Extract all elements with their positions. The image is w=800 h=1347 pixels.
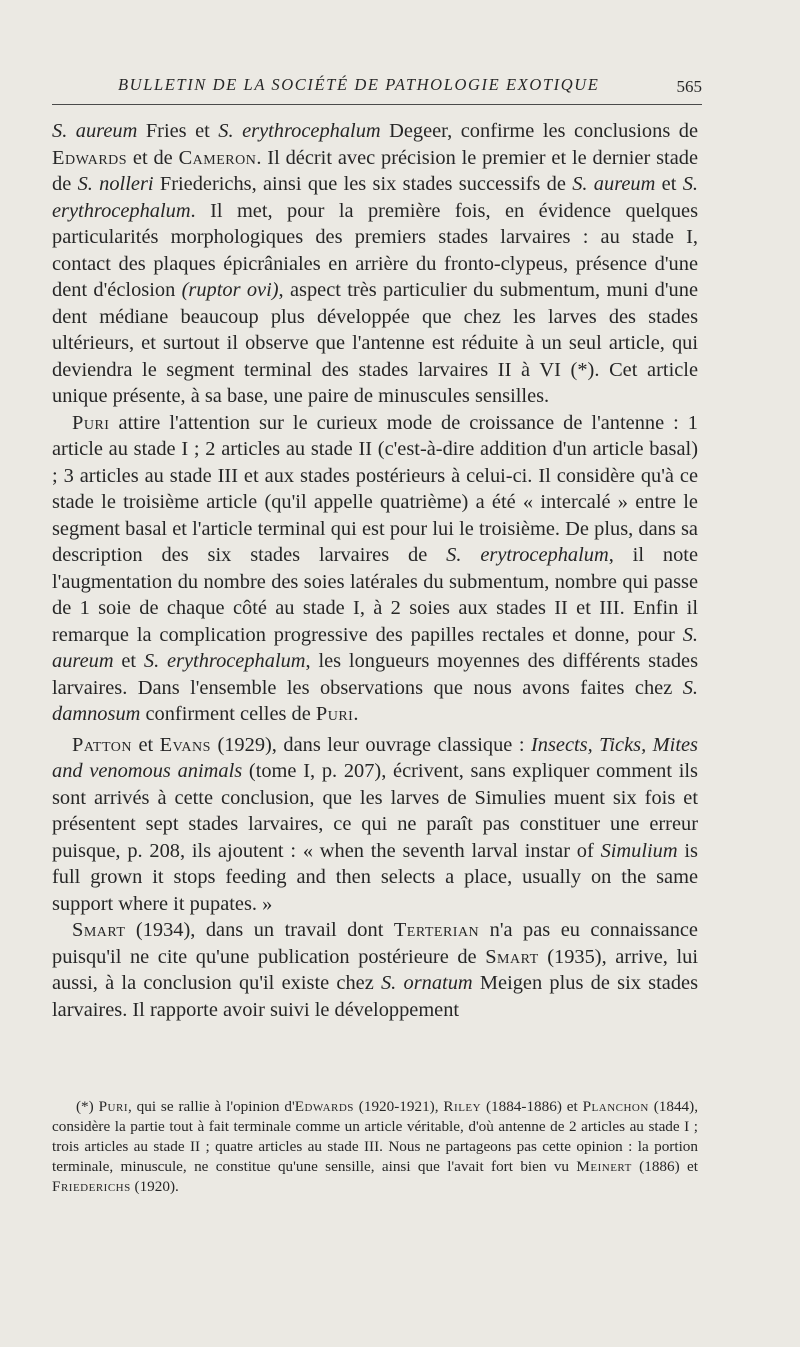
author-name: Riley <box>443 1098 482 1115</box>
book-title: Insects, Ticks, Mites and venomous animals <box>52 733 698 782</box>
species-name: S. erythrocephalum <box>143 650 306 672</box>
author-name: Edwards <box>294 1098 354 1115</box>
author-name: Patton <box>72 733 132 756</box>
page-number: 565 <box>676 77 702 96</box>
species-name: S. ornatum <box>380 972 473 994</box>
species-name: S. aureum <box>572 173 656 195</box>
running-header <box>52 74 702 105</box>
author-name: Puri <box>315 703 354 725</box>
author-name: Meinert <box>576 1158 632 1175</box>
species-name: S. erythrocephalum <box>218 120 381 142</box>
author-name: Puri <box>72 411 110 434</box>
author-name: Edwards <box>52 146 128 169</box>
genus-name: Simulium <box>600 839 678 862</box>
species-name: S. damnosum <box>52 676 698 725</box>
author-name: Puri <box>98 1098 128 1115</box>
paragraph-4: Smart (1934), dans un travail dont Terterian n'a pas eu connaissance puisqu'il ne cite qu'une publication postérieure de Smart (1935), arrive, lui aussi, à la conclusion qu'il existe chez S. ornatum Meigen plus de six stades larvaires. Il rapporte avoir suivi le développement <box>52 919 699 1021</box>
species-name: S. aureum <box>52 623 698 672</box>
paragraph-1: S. aureum Fries et S. erythrocephalum Degeer, confirme les conclusions de Edwards et de Cameron. Il décrit avec précision le premier et le dernier stade de S. nolleri Friederichs, ainsi que les six stades successifs de S. aureum et S. erythrocephalum. Il met, pour la première fois, en évidence quelques particularités morphologiques des premiers stades larvaires : au stade I, contact des plaques épicrâniales en arrière du fronto-clypeus, présence d'une dent d'éclosion (ruptor ovi), aspect très particulier du submentum, muni d'une dent médiane beaucoup plus développée que chez les larves des stades ultérieurs, et surtout il observe que l'antenne est réduite à un seul article, qui deviendra le segment terminal des stades larvaires II à VI (*). Cet article unique présente, à sa base, une paire de minuscules sensilles. <box>52 120 698 407</box>
species-name: S. aureum <box>52 120 138 142</box>
author-name: Smart <box>485 945 539 968</box>
author-name: Planchon <box>582 1098 649 1115</box>
author-name: Terterian <box>393 919 480 941</box>
body-text <box>52 118 698 1023</box>
author-name: Cameron <box>178 146 257 169</box>
running-title: BULLETIN DE LA SOCIÉTÉ DE PATHOLOGIE EXOTIQUE <box>118 75 600 94</box>
paragraph-2: Puri attire l'attention sur le curieux mode de croissance de l'antenne : 1 article au stade I ; 2 articles au stade II (c'est-à-dire addition d'un article basal) ; 3 articles au stade III et aux stades postérieurs à celui-ci. Il considère qu'à ce stade le troisième article (qu'il appelle quatrième) a été « intercalé » entre le segment basal et l'article terminal qui est pour lui le troisième. De plus, dans sa description des six stades larvaires de S. erytrocephalum, il note l'augmentation du nombre des soies latérales du submentum, nombre qui passe de 1 soie de chaque côté au stade I, à 2 soies aux stades II et III. Enfin il remarque la complication progressive des papilles rectales et donne, pour S. aureum et S. erythrocephalum, les longueurs moyennes des différents stades larvaires. Dans l'ensemble les observations que nous avons faites chez S. damnosum confirment celles de Puri. <box>52 411 699 725</box>
author-name: Smart <box>72 919 126 941</box>
species-name: S. erythrocephalum <box>52 173 698 222</box>
latin-term: (ruptor ovi) <box>181 279 279 301</box>
paragraph-3: Patton et Evans (1929), dans leur ouvrage classique : Insects, Ticks, Mites and venomous animals (tome I, p. 207), écrivent, sans expliquer comment ils sont arrivés à cette conclusion, que les larves de Simulies muent six fois et présentent sept stades larvaires, ce qui ne paraît pas constituer une erreur puisque, p. 208, ils ajoutent : « when the seventh larval instar of Simulium is full grown it stops feeding and then selects a place, usually on the same support where it pupates. » <box>52 733 698 915</box>
author-name: Friederichs <box>52 1178 131 1195</box>
species-name: S. erytrocephalum <box>446 544 609 566</box>
footnote: (*) Puri, qui se rallie à l'opinion d'Edwards (1920-1921), Riley (1884-1886) et Planchon (1844), considère la partie tout à fait terminale comme un article véritable, d'où antenne de 2 articles au stade I ; trois articles au stade II ; quatre articles au stade III. Nous ne partageons pas cette opinion : la portion terminale, minuscule, ne constitue qu'une sensille, ainsi que l'avait fort bien vu Meinert (1886) et Friederichs (1920). <box>52 1098 698 1195</box>
author-name: Evans <box>159 733 211 756</box>
species-name: S. nolleri <box>77 173 154 195</box>
